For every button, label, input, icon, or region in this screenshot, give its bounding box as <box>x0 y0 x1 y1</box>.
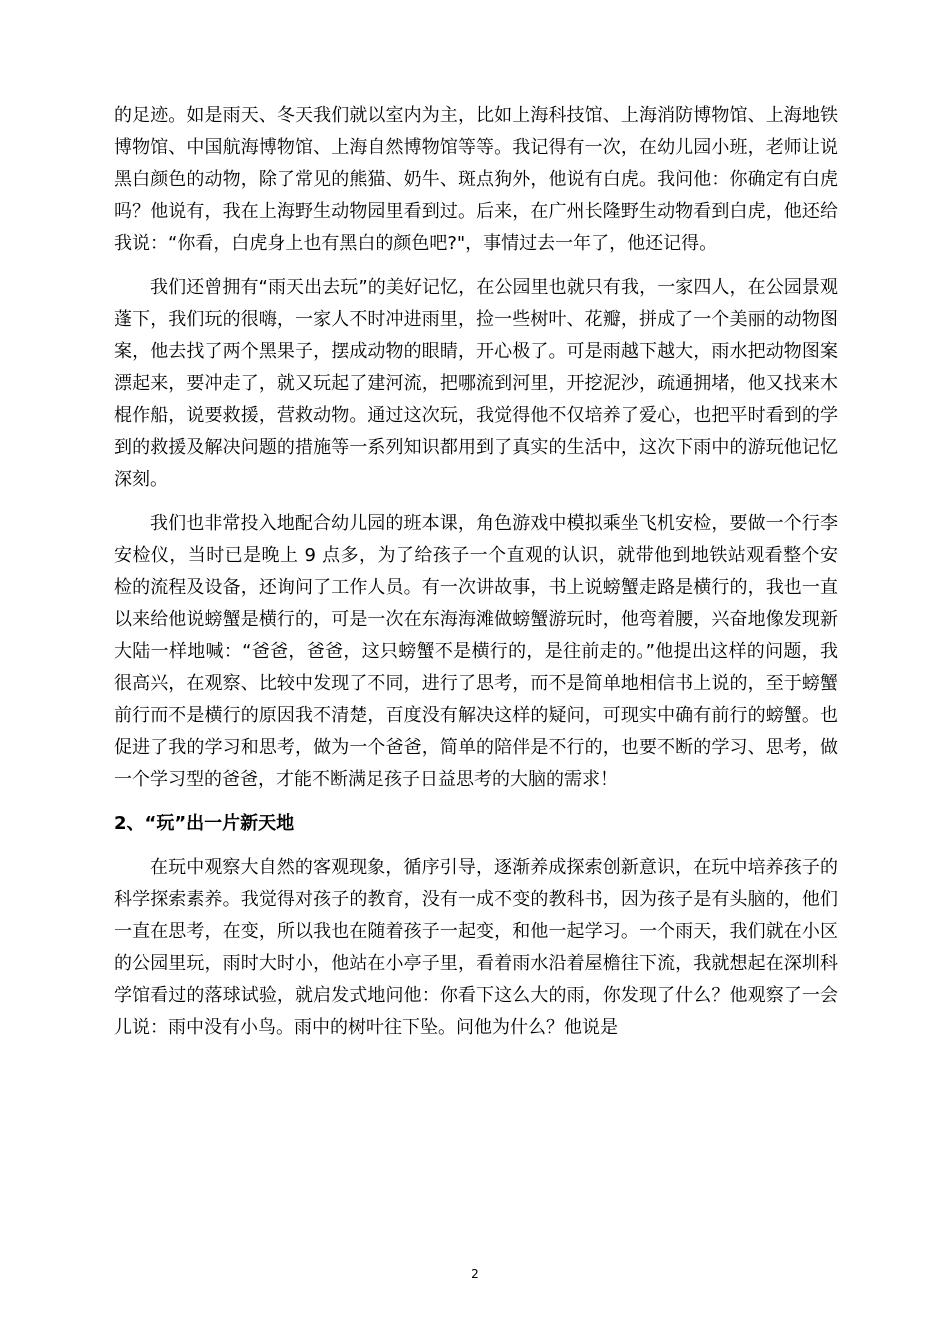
document-body <box>114 100 838 1056</box>
page-number: 2 <box>471 1267 479 1281</box>
section-heading: 2、“玩”出一片新天地 <box>114 813 295 834</box>
paragraph-1: 的足迹。如是雨天、冬天我们就以室内为主，比如上海科技馆、上海消防博物馆、上海地铁博物馆、中国航海博物馆、上海自然博物馆等等。我记得有一次，在幼儿园小班，老师让说黑白颜色的动物，除了常见的熊猫、奶牛、斑点狗外，他说有白虎。我问他：你确定有白虎吗？他说有，我在上海野生动物园里看到过。后来，在广州长隆野生动物看到白虎，他还给我说：“你看，白虎身上也有黑白的颜色吧?"，事情过去一年了，他还记得。 <box>114 105 838 254</box>
paragraph-2: 我们还曾拥有“雨天出去玩”的美好记忆，在公园里也就只有我，一家四人，在公园景观蓬下，我们玩的很嗨，一家人不时冲进雨里，捡一些树叶、花瓣，拼成了一个美丽的动物图案，他去找了两个黑果子，摆成动物的眼睛，开心极了。可是雨越下越大，雨水把动物图案漂起来，要冲走了，就又玩起了建河流，把哪流到河里，开挖泥沙，疏通拥堵，他又找来木棍作船，说要救援，营救动物。通过这次玩，我觉得他不仅培养了爱心，也把平时看到的学到的救援及解决问题的措施等一系列知识都用到了真实的生活中，这次下雨中的游玩他记忆深刻。 <box>114 277 838 490</box>
paragraph-4: 在玩中观察大自然的客观现象，循序引导，逐渐养成探索创新意识，在玩中培养孩子的科学探索素养。我觉得对孩子的教育，没有一成不变的教科书，因为孩子是有头脑的，他们一直在思考，在变，所以我也在随着孩子一起变，和他一起学习。一个雨天，我们就在小区的公园里玩，雨时大时小，他站在小亭子里，看着雨水沿着屋檐往下流，我就想起在深圳科学馆看过的落球试验，就启发式地问他：你看下这么大的雨，你发现了什么？他观察了一会儿说：雨中没有小鸟。雨中的树叶往下坠。问他为什么？他说是 <box>114 857 838 1038</box>
paragraph-3: 我们也非常投入地配合幼儿园的班本课，角色游戏中模拟乘坐飞机安检，要做一个行李安检仪，当时已是晚上 9 点多，为了给孩子一个直观的认识，就带他到地铁站观看整个安检的流程及设备，还询问了工作人员。有一次讲故事，书上说螃蟹走路是横行的，我也一直以来给他说螃蟹是横行的，可是一次在东海海滩做螃蟹游玩时，他弯着腰，兴奋地像发现新大陆一样地喊：“爸爸，爸爸，这只螃蟹不是横行的，是往前走的。”他提出这样的问题，我很高兴，在观察、比较中发现了不同，进行了思考，而不是简单地相信书上说的，至于螃蟹前行而不是横行的原因我不清楚，百度没有解决这样的疑问，可现实中确有前行的螃蟹。也促进了我的学习和思考，做为一个爸爸，简单的陪伴是不行的，也要不断的学习、思考，做一个学习型的爸爸，才能不断满足孩子日益思考的大脑的需求！ <box>114 513 838 790</box>
